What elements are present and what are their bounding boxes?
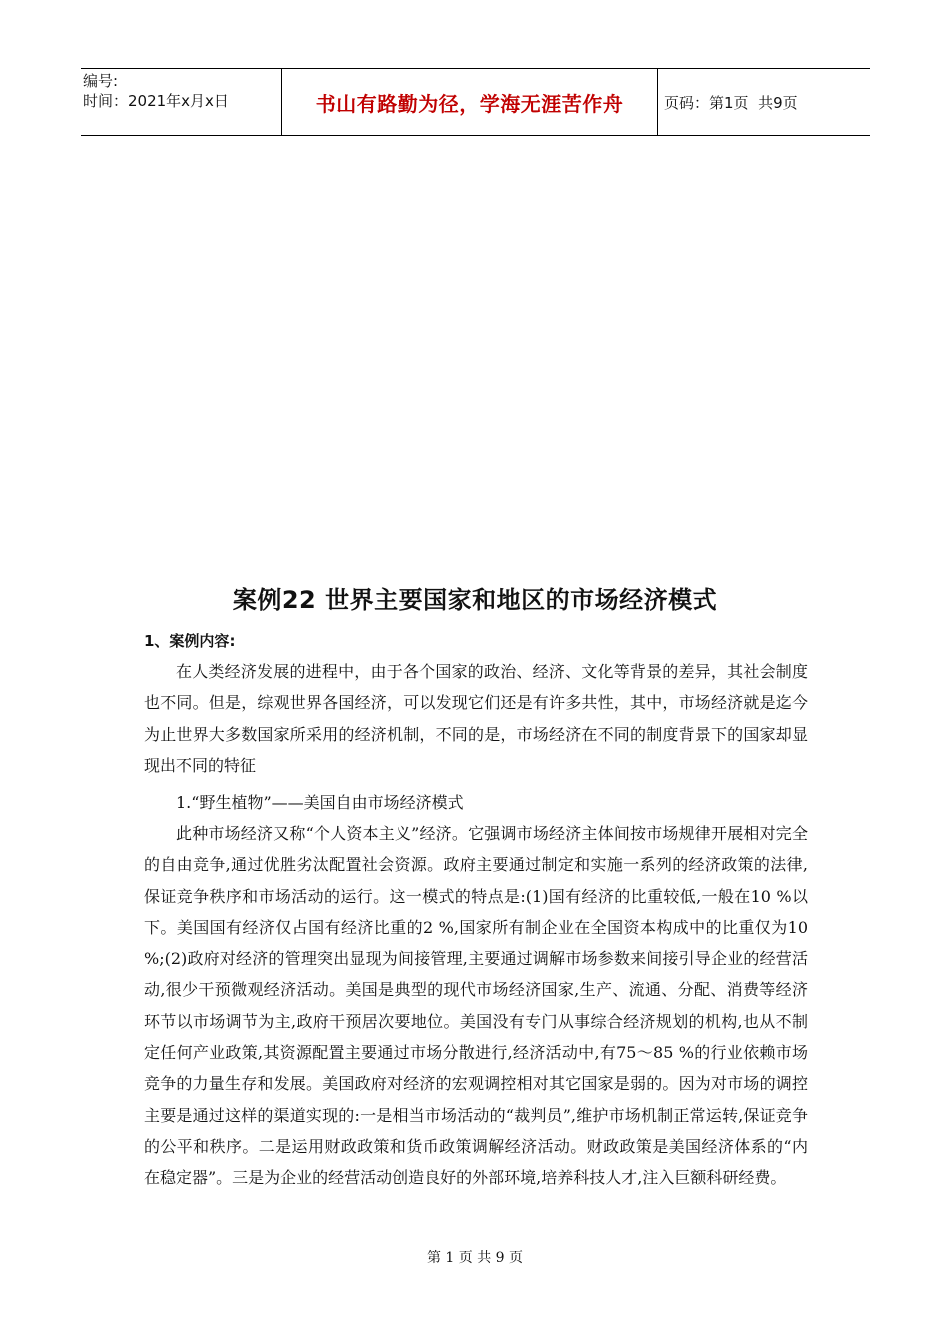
- date-label: 时间：2021年x月x日: [83, 92, 229, 110]
- header-page-cell: [658, 69, 870, 135]
- document-header: [81, 68, 870, 136]
- paragraph-us-model: 此种市场经济又称“个人资本主义”经济。它强调市场经济主体间按市场规律开展相对完全的自由竞争,通过优胜劣汰配置社会资源。政府主要通过制定和实施一系列的经济政策的法律,保证竞争秩序和市场活动的运行。这一模式的特点是:(1)国有经济的比重较低,一般在10 %以下。美国国有经济仅占国有经济比重的2 %,国家所有制企业在全国资本构成中的比重仅为10 %;(2)政府对经济的管理突出显现为间接管理,主要通过调解市场参数来间接引导企业的经营活动,很少干预微观经济活动。美国是典型的现代市场经济国家,生产、流通、分配、消费等经济环节以市场调节为主,政府干预居次要地位。美国没有专门从事综合经济规划的机构,也从不制定任何产业政策,其资源配置主要通过市场分散进行,经济活动中,有75～85 %的行业依赖市场竞争的力量生存和发展。美国政府对经济的宏观调控相对其它国家是弱的。因为对市场的调控主要是通过这样的渠道实现的:一是相当市场活动的“裁判员”,维护市场机制正常运转,保证竞争的公平和秩序。二是运用财政政策和货币政策调解经济活动。财政政策是美国经济体系的“内在稳定器”。三是为企业的经营活动创造良好的外部环境,培养科技人才,注入巨额科研经费。: [144, 824, 808, 1188]
- serial-number-label: 编号:: [83, 72, 119, 90]
- header-motto-cell: [282, 69, 658, 135]
- header-meta-cell: [81, 69, 282, 135]
- page-footer: 第 1 页 共 9 页: [426, 1250, 524, 1266]
- document-title: 案例22 世界主要国家和地区的市场经济模式: [232, 586, 718, 614]
- paragraph-subheading: 1.“野生植物”——美国自由市场经济模式: [176, 793, 464, 812]
- section-heading: 1、案例内容:: [144, 632, 236, 650]
- page-number-label: 页码：第1页 共9页: [664, 93, 798, 112]
- motto-text: 书山有路勤为径，学海无涯苦作舟: [315, 91, 624, 116]
- paragraph-intro: 在人类经济发展的进程中，由于各个国家的政治、经济、文化等背景的差异，其社会制度也不同。但是，综观世界各国经济，可以发现它们还是有许多共性，其中，市场经济就是迄今为止世界大多数国家所采用的经济机制，不同的是，市场经济在不同的制度背景下的国家却显现出不同的特征: [144, 662, 808, 775]
